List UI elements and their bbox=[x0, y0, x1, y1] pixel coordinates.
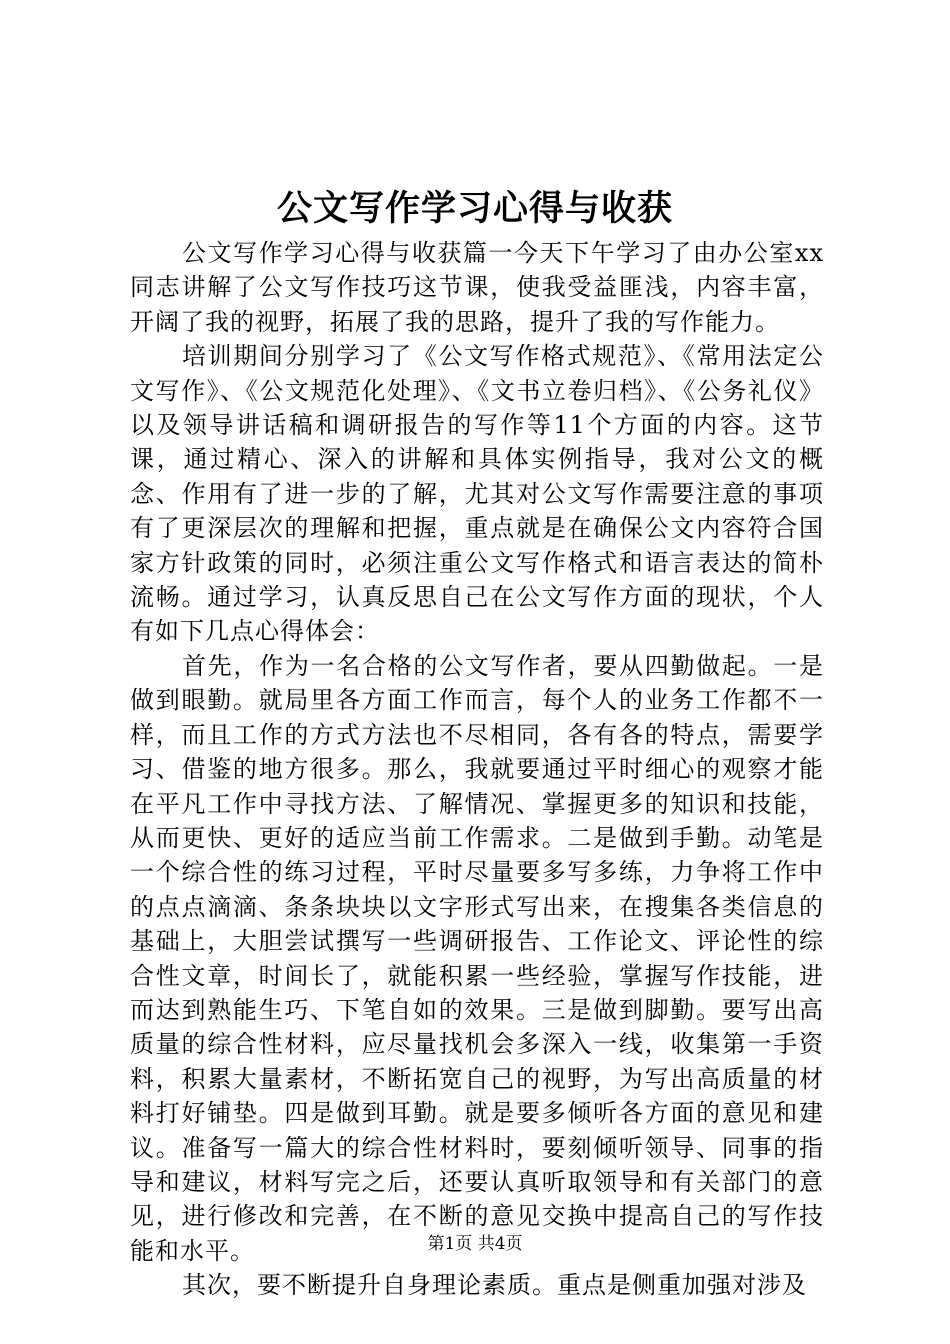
paragraph: 首先，作为一名合格的公文写作者，要从四勤做起。一是做到眼勤。就局里各方面工作而言，每个人的业务工作都不一样，而且工作的方式方法也不尽相同，各有各的特点，需要学习、借鉴的地方很多。那么，我就要通过平时细心的观察才能在平凡工作中寻找方法、了解情况、掌握更多的知识和技能，从而更快、更好的适应当前工作需求。二是做到手勤。动笔是一个综合性的练习过程，平时尽量要多写多练，力争将工作中的点点滴滴、条条块块以文字形式写出来，在搜集各类信息的基础上，大胆尝试撰写一些调研报告、工作论文、评论性的综合性文章，时间长了，就能积累一些经验，掌握写作技能，进而达到熟能生巧、下笔自如的效果。三是做到脚勤。要写出高质量的综合性材料，应尽量找机会多深入一线，收集第一手资料，积累大量素材，不断拓宽自己的视野，为写出高质量的材料打好铺垫。四是做到耳勤。就是要多倾听各方面的意见和建议。准备写一篇大的综合性材料时，要刻倾听领导、同事的指导和建议，材料写完之后，还要认真听取领导和有关部门的意见，进行修改和完善，在不断的意见交换中提高自己的写作技能和水平。 bbox=[130, 651, 824, 1265]
document-title: 公文写作学习心得与收获 bbox=[276, 188, 673, 229]
paragraph: 培训期间分别学习了《公文写作格式规范》、《常用法定公文写作》、《公文规范化处理》、《文书立卷归档》、《公务礼仪》以及领导讲话稿和调研报告的写作等11个方面的内容。这节课，通过精心、深入的讲解和具体实例指导，我对公文的概念、作用有了进一步的了解，尤其对公文写作需要注意的事项有了更深层次的理解和把握，重点就是在确保公文内容符合国家方针政策的同时，必须注重公文写作格式和语言表达的简朴流畅。通过学习，认真反思自己在公文写作方面的现状，个人有如下几点心得体会： bbox=[130, 342, 824, 646]
paragraph: 公文写作学习心得与收获篇一今天下午学习了由办公室xx同志讲解了公文写作技巧这节课，使我受益匪浅，内容丰富，开阔了我的视野，拓展了我的思路，提升了我的写作能力。 bbox=[130, 239, 824, 336]
document-body bbox=[130, 236, 824, 1303]
paragraph: 其次，要不断提升自身理论素质。重点是侧重加强对涉及 bbox=[182, 1271, 807, 1300]
page-footer: 第1页 共4页 bbox=[427, 1234, 523, 1254]
